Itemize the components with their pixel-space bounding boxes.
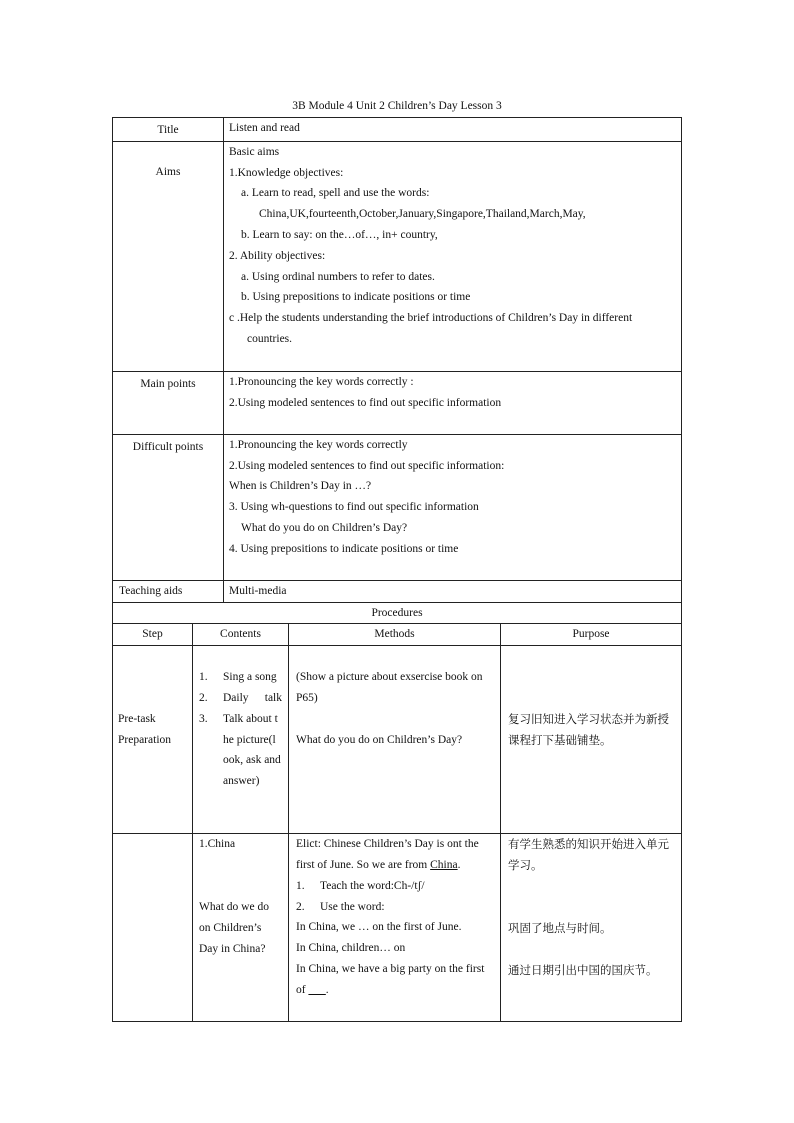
difficult-point-line: 1.Pronouncing the key words correctly	[229, 438, 408, 451]
methods-line-text: In China, we have a big party on the first of	[296, 962, 485, 996]
aims-line: China,UK,fourteenth,October,January,Singapore,Thailand,March,May,	[259, 208, 586, 221]
contents-cell	[193, 646, 289, 834]
main-points-content	[224, 371, 682, 434]
list-number: 2.	[296, 900, 305, 913]
title-row	[113, 118, 682, 142]
purpose-cell	[501, 646, 682, 834]
methods-intro	[296, 834, 495, 876]
aims-content	[224, 141, 682, 371]
procedures-heading-row	[113, 602, 682, 624]
contents-line: What do we do on Children’s Day in China?	[199, 900, 269, 955]
list-number: 3.	[199, 712, 208, 725]
methods-list-item	[296, 876, 495, 897]
aims-line: a. Using ordinal numbers to refer to dates.	[241, 270, 435, 283]
main-points-label: Main points	[113, 371, 224, 434]
main-points-line: 2.Using modeled sentences to find out specific information	[229, 396, 502, 409]
procedures-heading: Procedures	[113, 602, 682, 624]
methods-line: In China, we … on the first of June.	[296, 921, 462, 934]
main-points-line: 1.Pronouncing the key words correctly :	[229, 375, 414, 388]
methods-line	[296, 959, 495, 1001]
fill-blank: ___	[308, 983, 326, 996]
teaching-aids-row	[113, 580, 682, 602]
methods-cell	[289, 646, 501, 834]
lesson-plan-table	[112, 117, 682, 1022]
difficult-point-line: When is Children’s Day in …?	[229, 480, 372, 493]
aims-line: c .Help the students understanding the brief introductions of Children’s Day in different	[229, 312, 633, 325]
difficult-point-line: 3. Using wh-questions to find out specific information	[229, 501, 479, 514]
methods-line-end: .	[325, 983, 329, 996]
document-title: 3B Module 4 Unit 2 Children’s Day Lesson 3	[292, 100, 502, 112]
methods-list-item	[296, 897, 495, 918]
list-number: 2.	[199, 691, 208, 704]
aims-line: b. Using prepositions to indicate positions or time	[241, 291, 471, 304]
difficult-points-label: Difficult points	[113, 434, 224, 580]
list-text: Use the word:	[320, 900, 385, 913]
step-text: Preparation	[118, 733, 172, 746]
main-points-row	[113, 371, 682, 434]
column-header-methods: Methods	[289, 624, 501, 646]
contents-list-item	[199, 709, 282, 792]
procedure-row-china	[113, 834, 682, 1022]
difficult-points-content	[224, 434, 682, 580]
list-number: 1.	[199, 671, 208, 684]
title-label: Title	[113, 118, 224, 142]
contents-list-item	[199, 688, 282, 709]
aims-line: b. Learn to say: on the…of…, in+ country,	[241, 228, 438, 241]
methods-cell	[289, 834, 501, 1022]
step-cell	[113, 646, 193, 834]
procedure-row-pretask	[113, 646, 682, 834]
methods-intro-text: Elict: Chinese Children’s Day is ont the first of June. So we are from	[296, 838, 479, 871]
contents-cell	[193, 834, 289, 1022]
procedures-header-row	[113, 624, 682, 646]
aims-line: 2. Ability objectives:	[229, 249, 326, 262]
column-header-purpose: Purpose	[501, 624, 682, 646]
contents-line: 1.China	[199, 838, 236, 851]
methods-line: (Show a picture about exsercise book on P65)	[296, 671, 483, 704]
methods-line: In China, children… on	[296, 942, 406, 955]
list-number: 1.	[296, 879, 305, 892]
step-cell	[113, 834, 193, 1022]
purpose-spacer	[508, 939, 676, 960]
aims-row	[113, 141, 682, 371]
aims-line: Basic aims	[229, 145, 280, 158]
aims-line: a. Learn to read, spell and use the words:	[241, 187, 430, 200]
methods-line: What do you do on Children’s Day?	[296, 733, 463, 746]
list-text: Talk about the picture(look, ask and answer)	[223, 712, 281, 788]
aims-line: 1.Knowledge objectives:	[229, 166, 344, 179]
title-value: Listen and read	[224, 118, 682, 142]
teaching-aids-value: Multi-media	[224, 580, 682, 602]
methods-intro-end: .	[457, 858, 461, 871]
methods-spacer	[296, 709, 495, 730]
column-header-step: Step	[113, 624, 193, 646]
purpose-spacer	[508, 876, 676, 918]
list-text: Daily talk	[223, 691, 282, 704]
purpose-cell	[501, 834, 682, 1022]
purpose-text: 巩固了地点与时间。	[508, 920, 612, 935]
difficult-point-line: 2.Using modeled sentences to find out specific information:	[229, 459, 505, 472]
aims-line: countries.	[247, 332, 293, 345]
teaching-aids-label: Teaching aids	[113, 580, 224, 602]
difficult-points-row	[113, 434, 682, 580]
aims-label: Aims	[113, 141, 224, 371]
purpose-text: 有学生熟悉的知识开始进入单元学习。	[508, 837, 669, 872]
contents-spacer	[199, 855, 282, 897]
methods-intro-underlined: China	[430, 858, 458, 871]
difficult-point-line: What do you do on Children’s Day?	[241, 521, 408, 534]
list-text: Teach the word:Ch-/tʃ/	[320, 879, 425, 892]
difficult-point-line: 4. Using prepositions to indicate positions or time	[229, 542, 459, 555]
contents-list-item	[199, 667, 282, 688]
step-text: Pre-task	[118, 713, 156, 726]
list-text: Sing a song	[223, 671, 277, 684]
purpose-text: 通过日期引出中国的国庆节。	[508, 962, 658, 977]
column-header-contents: Contents	[193, 624, 289, 646]
purpose-text: 复习旧知进入学习状态并为新授课程打下基础铺垫。	[508, 712, 669, 747]
